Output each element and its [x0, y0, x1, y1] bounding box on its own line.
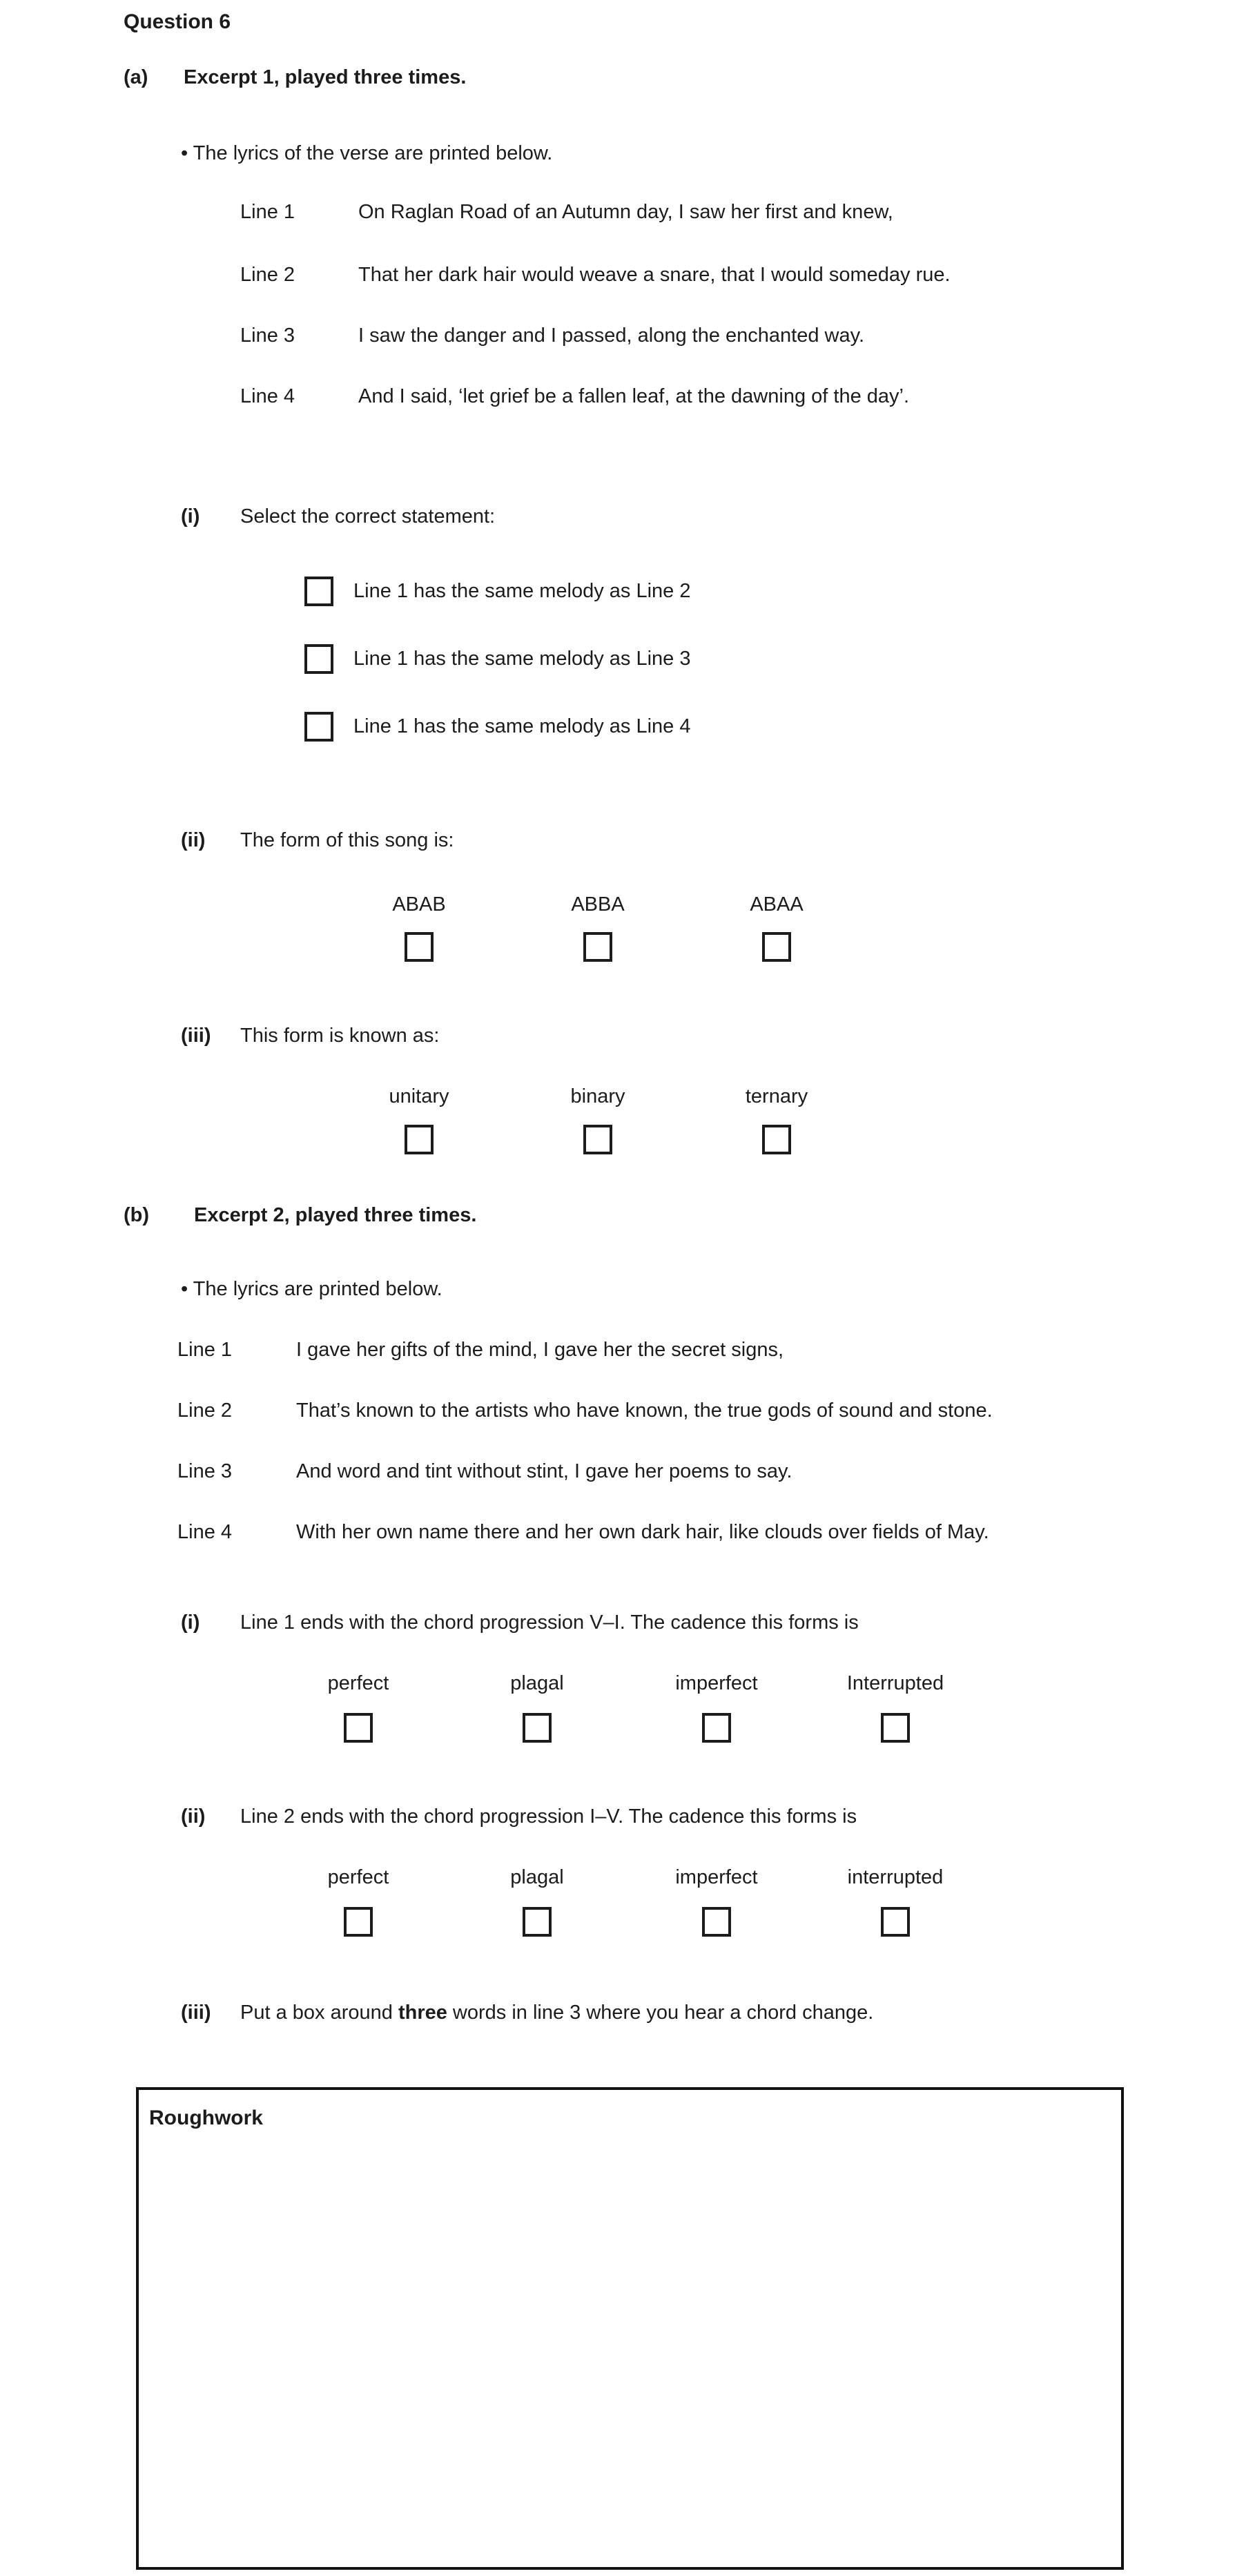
b-iii-prompt-after: words in line 3 where you hear a chord change. — [447, 2002, 874, 2024]
option-b-i-interrupted-label: Interrupted — [846, 1672, 944, 1694]
checkbox-b-ii-plagal[interactable] — [523, 1907, 552, 1937]
option-a-i-3-label: Line 1 has the same melody as Line 4 — [353, 715, 691, 737]
sub-question-b-iii-label: (iii) — [181, 2002, 211, 2024]
lyric-b1-text: I gave her gifts of the mind, I gave her the secret signs, — [296, 1339, 784, 1361]
sub-question-a-i-prompt: Select the correct statement: — [240, 505, 496, 527]
sub-question-a-ii-prompt: The form of this song is: — [240, 829, 454, 851]
option-a-i-1-label: Line 1 has the same melody as Line 2 — [353, 580, 691, 602]
lyric-a3-label: Line 3 — [240, 325, 295, 347]
checkbox-b-ii-interrupted[interactable] — [881, 1907, 910, 1937]
checkbox-a-i-option1[interactable] — [304, 577, 333, 606]
lyric-b2-label: Line 2 — [177, 1400, 233, 1422]
option-b-i-perfect-label: perfect — [327, 1672, 389, 1694]
option-b-ii-imperfect-label: imperfect — [675, 1866, 758, 1888]
checkbox-a-ii-abaa[interactable] — [762, 932, 791, 962]
checkbox-a-ii-abba[interactable] — [583, 932, 612, 962]
section-a-heading: Excerpt 1, played three times. — [184, 66, 467, 88]
checkbox-a-ii-abab[interactable] — [405, 932, 434, 962]
section-b-bullet: • The lyrics are printed below. — [181, 1278, 442, 1300]
checkbox-a-i-option2[interactable] — [304, 644, 333, 674]
lyric-a1-label: Line 1 — [240, 201, 295, 223]
lyric-a1-text: On Raglan Road of an Autumn day, I saw her first and knew, — [358, 201, 893, 223]
option-a-i-2-label: Line 1 has the same melody as Line 3 — [353, 648, 691, 670]
section-a-label: (a) — [124, 66, 148, 88]
sub-question-b-ii-label: (ii) — [181, 1805, 206, 1828]
checkbox-b-i-perfect[interactable] — [344, 1713, 373, 1743]
option-a-iii-binary-label: binary — [570, 1085, 625, 1107]
sub-question-b-ii-prompt: Line 2 ends with the chord progression I–V. The cadence this forms is — [240, 1805, 857, 1828]
lyric-a2-text: That her dark hair would weave a snare, that I would someday rue. — [358, 264, 951, 286]
checkbox-b-i-imperfect[interactable] — [702, 1713, 731, 1743]
sub-question-b-i-label: (i) — [181, 1611, 200, 1634]
b-iii-prompt-bold-word: three — [398, 2002, 447, 2024]
lyric-a4-label: Line 4 — [240, 385, 295, 407]
checkbox-b-i-plagal[interactable] — [523, 1713, 552, 1743]
option-a-ii-abaa-label: ABAA — [750, 893, 804, 916]
sub-question-a-iii-prompt: This form is known as: — [240, 1025, 440, 1047]
option-a-ii-abba-label: ABBA — [571, 893, 625, 916]
sub-question-b-iii-prompt — [240, 2000, 873, 2025]
checkbox-b-ii-perfect[interactable] — [344, 1907, 373, 1937]
option-b-i-plagal-label: plagal — [510, 1672, 564, 1694]
section-a-bullet: • The lyrics of the verse are printed below. — [181, 142, 553, 164]
option-b-ii-perfect-label: perfect — [327, 1866, 389, 1888]
roughwork-label: Roughwork — [149, 2107, 263, 2129]
roughwork-area[interactable] — [136, 2087, 1124, 2570]
sub-question-a-i-label: (i) — [181, 505, 200, 527]
lyric-b3-text: And word and tint without stint, I gave her poems to say. — [296, 1460, 792, 1482]
option-a-ii-abab-label: ABAB — [392, 893, 446, 916]
b-iii-prompt-before: Put a box around — [240, 2002, 398, 2024]
checkbox-b-i-interrupted[interactable] — [881, 1713, 910, 1743]
lyric-b4-text: With her own name there and her own dark hair, like clouds over fields of May. — [296, 1521, 989, 1543]
section-b-label: (b) — [124, 1204, 150, 1226]
option-b-ii-interrupted-label: interrupted — [847, 1866, 944, 1888]
lyric-a3-text: I saw the danger and I passed, along the enchanted way. — [358, 325, 865, 347]
checkbox-a-i-option3[interactable] — [304, 712, 333, 742]
option-b-ii-plagal-label: plagal — [510, 1866, 564, 1888]
checkbox-a-iii-ternary[interactable] — [762, 1125, 791, 1154]
checkbox-a-iii-unitary[interactable] — [405, 1125, 434, 1154]
checkbox-a-iii-binary[interactable] — [583, 1125, 612, 1154]
option-a-iii-unitary-label: unitary — [389, 1085, 449, 1107]
option-a-iii-ternary-label: ternary — [745, 1085, 808, 1107]
sub-question-b-i-prompt: Line 1 ends with the chord progression V–I. The cadence this forms is — [240, 1611, 859, 1634]
checkbox-b-ii-imperfect[interactable] — [702, 1907, 731, 1937]
sub-question-a-iii-label: (iii) — [181, 1025, 211, 1047]
question-title: Question 6 — [124, 10, 231, 33]
sub-question-a-ii-label: (ii) — [181, 829, 206, 851]
lyric-b2-text: That’s known to the artists who have known, the true gods of sound and stone. — [296, 1400, 993, 1422]
lyric-b3-label: Line 3 — [177, 1460, 233, 1482]
lyric-b4-label: Line 4 — [177, 1521, 233, 1543]
lyric-b1-label: Line 1 — [177, 1339, 233, 1361]
option-b-i-imperfect-label: imperfect — [675, 1672, 758, 1694]
lyric-a2-label: Line 2 — [240, 264, 295, 286]
lyric-a4-text: And I said, ‘let grief be a fallen leaf, at the dawning of the day’. — [358, 385, 910, 407]
section-b-heading: Excerpt 2, played three times. — [194, 1204, 477, 1226]
